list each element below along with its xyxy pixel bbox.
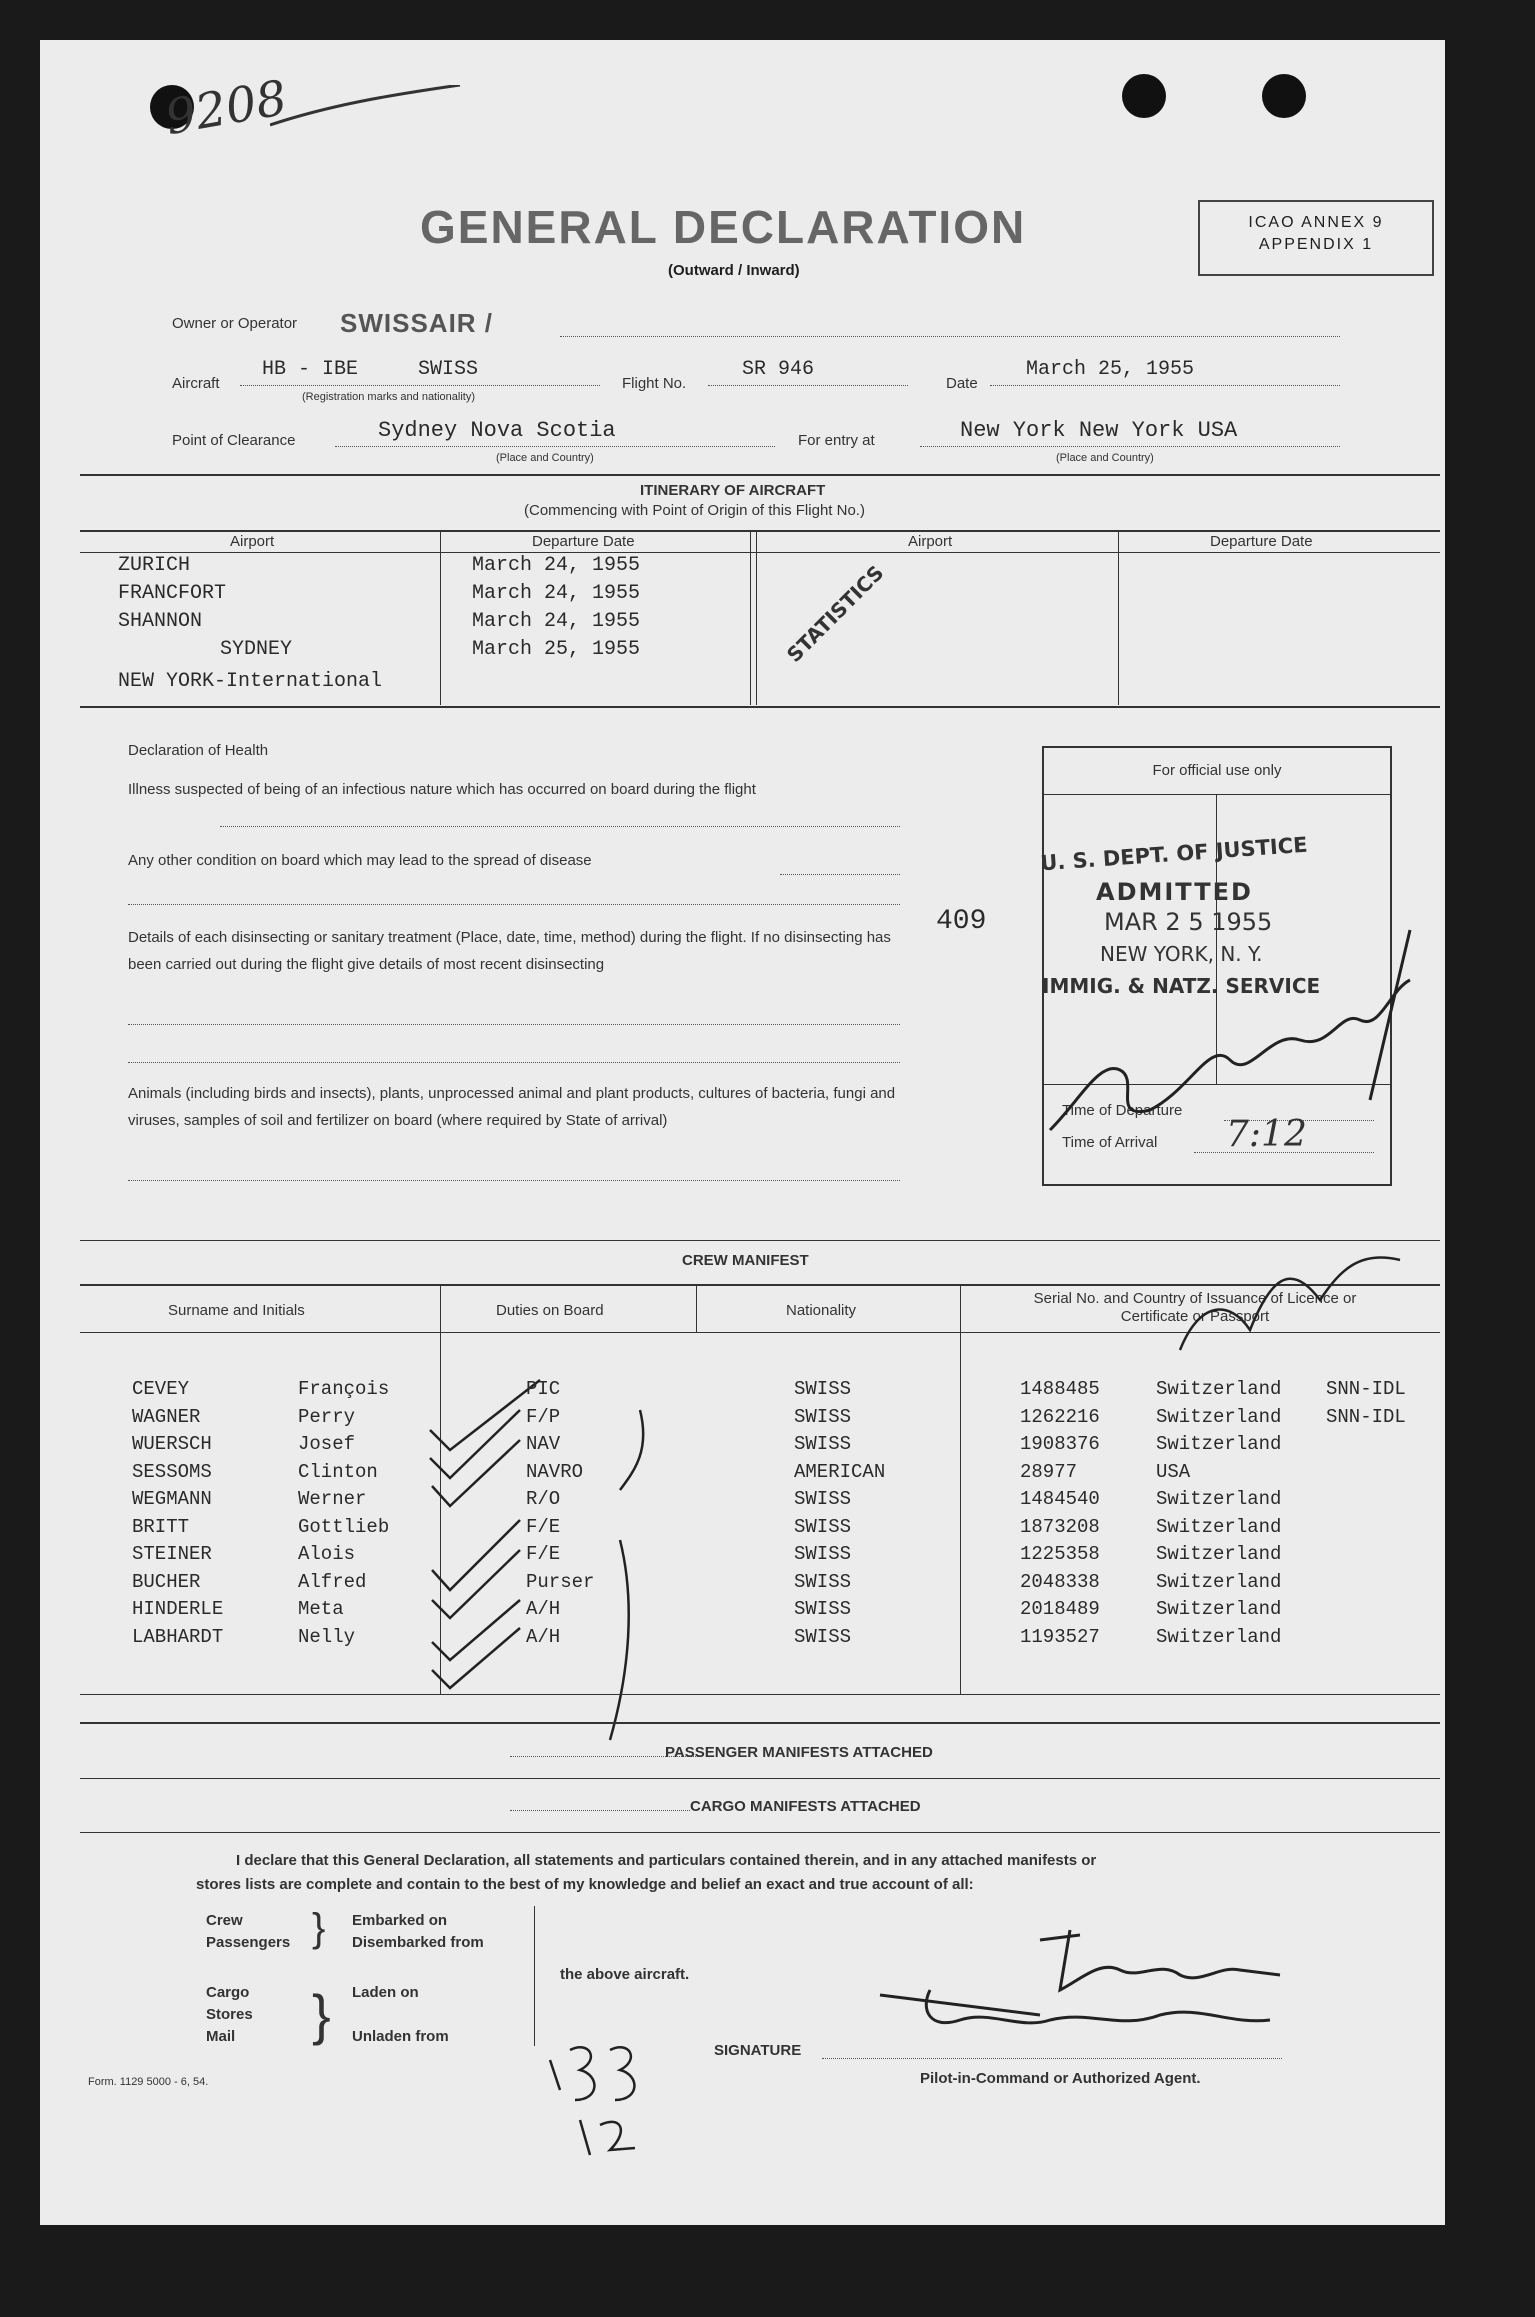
crew-surname: SESSOMS (132, 1460, 212, 1483)
crew-country: Switzerland (1156, 1543, 1282, 1565)
crew-bottom-line-2 (80, 1722, 1440, 1724)
embarked-label: Embarked on (352, 1912, 448, 1929)
itinerary-title: ITINERARY OF AIRCRAFT (640, 482, 826, 499)
clearance-value: Sydney Nova Scotia (378, 418, 616, 443)
itinerary-airport: FRANCFORT (118, 582, 227, 605)
owner-label: Owner or Operator (172, 315, 298, 332)
crew-nat: SWISS (794, 1405, 852, 1428)
crew-extra: SNN-IDL (1326, 1378, 1406, 1400)
crew-surname: WUERSCH (132, 1433, 212, 1455)
handwritten-scribble (270, 85, 470, 145)
itinerary-date: March 24, 1955 (472, 582, 641, 605)
crew-country: Switzerland (1156, 1378, 1282, 1400)
entry-label: For entry at (798, 432, 875, 449)
crew-country: Switzerland (1156, 1405, 1282, 1428)
crew-serial: 1908376 (1020, 1433, 1100, 1455)
crew-surname: WAGNER (132, 1405, 201, 1428)
itinerary-col-line (1118, 530, 1119, 705)
crew-first: Alfred (298, 1570, 367, 1593)
divider (80, 474, 1440, 476)
clearance-line (335, 446, 775, 447)
health-line (220, 826, 900, 827)
brace: } (312, 1983, 331, 2046)
time-arrival-value: 7:12 (1226, 1114, 1307, 1155)
statistics-stamp: STATISTICS (782, 560, 889, 667)
crew-duty: F/P (526, 1405, 561, 1428)
crew-surname: LABHARDT (132, 1625, 224, 1648)
crew-col-line (696, 1284, 697, 1332)
health-line (780, 874, 900, 875)
admitted-stamp-line-1: U. S. DEPT. OF JUSTICE (1039, 832, 1309, 876)
crew-duty: A/H (526, 1625, 561, 1648)
entry-line (920, 446, 1340, 447)
owner-line (560, 336, 1340, 337)
manifest-divider (80, 1832, 1440, 1833)
aircraft-caption: (Registration marks and nationality) (302, 391, 476, 403)
itinerary-date: March 24, 1955 (472, 610, 641, 633)
crew-country: Switzerland (1156, 1433, 1282, 1455)
crew-nat: SWISS (794, 1515, 852, 1538)
admitted-stamp-city: NEW YORK, N. Y. (1100, 942, 1263, 966)
itinerary-header-line (80, 552, 1440, 553)
health-question-2: Any other condition on board which may lead to the spread of disease (128, 852, 592, 869)
clearance-label: Point of Clearance (172, 432, 296, 449)
brace: } (312, 1906, 326, 1950)
crew-duty: Purser (526, 1570, 595, 1593)
icao-line-1: ICAO ANNEX 9 (1248, 214, 1384, 231)
crew-nat: SWISS (794, 1598, 852, 1620)
health-line (128, 1062, 900, 1063)
bracket-line (534, 1906, 535, 2046)
health-line (128, 904, 900, 905)
crew-duty: A/H (526, 1598, 561, 1620)
crew-label: Crew (206, 1912, 243, 1929)
crew-country: Switzerland (1156, 1515, 1282, 1538)
health-line (128, 1024, 900, 1025)
handwritten-file-number: 9208 (161, 69, 292, 147)
flight-label: Flight No. (622, 375, 687, 392)
itinerary-col-line (756, 530, 757, 705)
crew-serial: 1873208 (1020, 1515, 1100, 1538)
crew-serial: 1488485 (1020, 1378, 1100, 1400)
icao-box (1198, 200, 1434, 276)
admitted-stamp-date: MAR 2 5 1955 (1104, 908, 1273, 936)
owner-value: SWISSAIR / (340, 308, 494, 338)
crew-extra: SNN-IDL (1326, 1405, 1406, 1428)
health-question-4: Animals (including birds and insects), plants, unprocessed animal and plant products, cultures of bacteria, fungi and viruses, samples of soil and fertilizer on board (where required by State of arrival) (128, 1085, 896, 1129)
crew-surname: CEVEY (132, 1378, 190, 1400)
itinerary-subtitle: (Commencing with Point of Origin of this Flight No.) (524, 502, 865, 519)
itinerary-date: March 25, 1955 (472, 638, 641, 661)
crew-nat: AMERICAN (794, 1460, 886, 1483)
itinerary-col-line (750, 530, 751, 705)
itinerary-airport: SYDNEY (220, 638, 293, 661)
crew-serial: 2048338 (1020, 1570, 1100, 1593)
mail-label: Mail (206, 2028, 236, 2045)
health-question-1: Illness suspected of being of an infectious nature which has occurred on board during the flight (128, 781, 756, 798)
laden-label: Laden on (352, 1984, 419, 2001)
crew-serial: 28977 (1020, 1460, 1078, 1483)
crew-duty: R/O (526, 1488, 561, 1510)
itinerary-top-line (80, 530, 1440, 532)
crew-first: Meta (298, 1598, 344, 1620)
punch-hole (1262, 74, 1306, 118)
itinerary-header-airport-2: Airport (908, 533, 953, 550)
itinerary-bottom-line (80, 706, 1440, 708)
crew-country: Switzerland (1156, 1598, 1282, 1620)
handwritten-count (540, 2030, 680, 2160)
cargo-manifests: CARGO MANIFESTS ATTACHED (690, 1798, 921, 1815)
passengers-label: Passengers (206, 1934, 291, 1951)
crew-duty: F/E (526, 1515, 561, 1538)
crew-surname: BUCHER (132, 1570, 201, 1593)
crew-duty: F/E (526, 1543, 561, 1565)
crew-col-line (960, 1284, 961, 1694)
itinerary-airport: SHANNON (118, 610, 203, 633)
crew-serial: 2018489 (1020, 1598, 1100, 1620)
flight-line (708, 385, 908, 386)
crew-surname: WEGMANN (132, 1488, 212, 1510)
health-question-3: Details of each disinsecting or sanitary treatment (Place, date, time, method) during the flight. If no disinsecting has been carried out during the flight give details of most recent disinsecting (128, 929, 891, 973)
crew-header-duties: Duties on Board (496, 1302, 604, 1319)
date-value: March 25, 1955 (1026, 358, 1195, 381)
aircraft-label: Aircraft (172, 375, 220, 392)
punch-hole (1122, 74, 1166, 118)
itinerary-airport: NEW YORK-International (118, 670, 383, 693)
unladen-label: Unladen from (352, 2028, 449, 2045)
pilot-caption: Pilot-in-Command or Authorized Agent. (920, 2070, 1201, 2087)
crew-serial: 1484540 (1020, 1488, 1100, 1510)
crew-serial: 1193527 (1020, 1625, 1100, 1648)
date-line (990, 385, 1340, 386)
declaration-line-1: I declare that this General Declaration, all statements and particulars contained therein, and in any attached manifests or (236, 1852, 1097, 1869)
disembarked-label: Disembarked from (352, 1934, 484, 1951)
crew-first: Werner (298, 1488, 367, 1510)
crew-surname: HINDERLE (132, 1598, 224, 1620)
margin-scribble (1160, 1240, 1440, 1380)
admitted-stamp-line-2: ADMITTED (1096, 878, 1253, 906)
crew-first: Perry (298, 1405, 356, 1428)
crew-country: Switzerland (1156, 1625, 1282, 1648)
passenger-manifests: PASSENGER MANIFESTS ATTACHED (665, 1744, 933, 1761)
crew-nat: SWISS (794, 1570, 852, 1593)
crew-bottom-line (80, 1694, 1440, 1695)
entry-caption: (Place and Country) (1056, 452, 1154, 464)
form-subtitle: (Outward / Inward) (668, 262, 800, 279)
crew-country: Switzerland (1156, 1570, 1282, 1593)
crew-header-surname: Surname and Initials (168, 1302, 305, 1319)
crew-check-marks (420, 1370, 740, 1750)
crew-duty: NAV (526, 1433, 561, 1455)
pilot-signature (870, 1920, 1330, 2070)
crew-duty: PIC (526, 1378, 561, 1400)
crew-nat: SWISS (794, 1378, 852, 1400)
admitted-stamp-service: IMMIG. & NATZ. SERVICE (1042, 974, 1321, 998)
official-line (1044, 794, 1390, 795)
signature-label: SIGNATURE (714, 2042, 802, 2059)
crew-header-nationality: Nationality (786, 1302, 857, 1319)
document-page (40, 40, 1445, 2225)
manifest-divider (80, 1778, 1440, 1779)
itinerary-date: March 24, 1955 (472, 554, 641, 577)
icao-line-2: APPENDIX 1 (1258, 236, 1374, 253)
crew-nat: SWISS (794, 1543, 852, 1565)
crew-title: CREW MANIFEST (682, 1252, 809, 1269)
declaration-line-2: stores lists are complete and contain to the best of my knowledge and belief an exact and true account of all: (196, 1876, 974, 1893)
crew-first: Alois (298, 1543, 356, 1565)
crew-first: Josef (298, 1433, 356, 1455)
crew-first: Nelly (298, 1625, 356, 1648)
crew-surname: STEINER (132, 1543, 212, 1565)
crew-nat: SWISS (794, 1488, 852, 1510)
flight-value: SR 946 (742, 358, 815, 381)
clearance-caption: (Place and Country) (496, 452, 594, 464)
crew-serial: 1262216 (1020, 1405, 1100, 1428)
health-heading: Declaration of Health (128, 742, 269, 759)
crew-header-serial: Serial No. and Country of Issuance of Licence or Certificate or Passport (1033, 1290, 1357, 1325)
cargo-manifest-line (510, 1810, 690, 1811)
above-aircraft: the above aircraft. (560, 1966, 690, 1983)
itinerary-header-airport: Airport (230, 533, 275, 550)
crew-serial: 1225358 (1020, 1543, 1100, 1565)
crew-country: Switzerland (1156, 1488, 1282, 1510)
aircraft-line (240, 385, 600, 386)
health-number: 409 (936, 906, 987, 937)
health-line (128, 1180, 900, 1181)
official-use-title: For official use only (1152, 762, 1282, 779)
itinerary-header-departure-2: Departure Date (1210, 533, 1313, 550)
date-label: Date (946, 375, 978, 392)
crew-surname: BRITT (132, 1515, 190, 1538)
crew-duty: NAVRO (526, 1460, 584, 1483)
itinerary-header-departure: Departure Date (532, 533, 635, 550)
itinerary-col-line (440, 530, 441, 705)
crew-nat: SWISS (794, 1433, 852, 1455)
form-number: Form. 1129 5000 - 6, 54. (88, 2076, 209, 2088)
cargo-label: Cargo (206, 1984, 250, 2001)
itinerary-airport: ZURICH (118, 554, 191, 577)
time-departure-label: Time of Departure (1062, 1102, 1183, 1119)
officer-signature (1040, 920, 1440, 1150)
crew-nat: SWISS (794, 1625, 852, 1648)
form-title: GENERAL DECLARATION (420, 201, 1027, 253)
crew-country: USA (1156, 1460, 1191, 1483)
aircraft-value: HB - IBE SWISS (262, 358, 479, 381)
crew-first: François (298, 1378, 390, 1400)
crew-first: Clinton (298, 1460, 378, 1483)
entry-value: New York New York USA (960, 418, 1238, 443)
stores-label: Stores (206, 2006, 253, 2023)
crew-first: Gottlieb (298, 1515, 390, 1538)
time-arrival-label: Time of Arrival (1062, 1134, 1158, 1151)
